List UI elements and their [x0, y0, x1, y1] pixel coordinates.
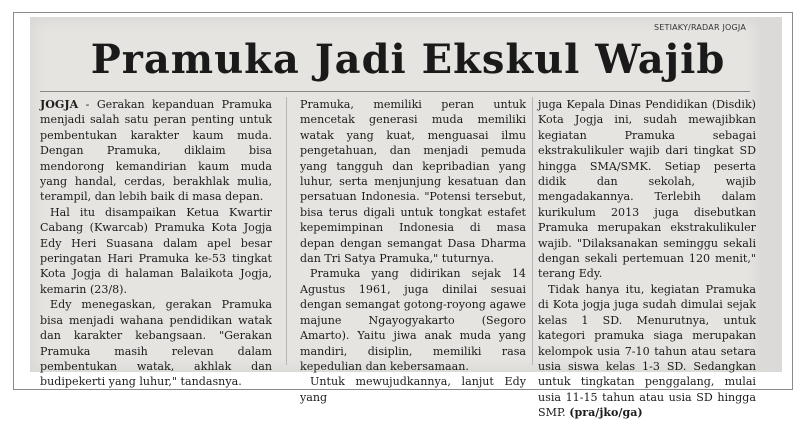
headline: Pramuka Jadi Ekskul Wajib: [90, 36, 726, 83]
photo-credit: SETIAKY/RADAR JOGJA: [653, 23, 746, 32]
author-signature: (pra/jko/ga): [569, 406, 643, 420]
article-column-3: [538, 97, 756, 421]
scan-edge-strip: [760, 17, 782, 372]
article-column-1: [40, 97, 272, 390]
dateline: JOGJA: [40, 98, 79, 111]
paragraph: Pramuka yang didirikan sejak 14 Agustus 1961, juga dinilai sesuai dengan semangat gotong-royong agawe majune Ngayogyakarto (Segoro Amarto). Yaitu jiwa anak muda yang mandiri, disiplin, memiliki rasa kepedulian dan kebersamaan.: [300, 267, 526, 373]
paragraph: Pramuka, memiliki peran untuk mencetak generasi muda memiliki watak yang kuat, menguasai ilmu pengetahuan, dan menjadi pemuda yang tangguh dan kepribadian yang luhur, serta menjunjung kesatuan dan persatuan Indonesia. "Potensi tersebut, bisa terus digali untuk tongkat estafet kepemimpinan Indonesia di masa depan dengan semangat Dasa Dharma dan Tri Satya Pramuka," tuturnya.: [300, 98, 526, 266]
paragraph: Hal itu disampaikan Ketua Kwartir Cabang (Kwarcab) Pramuka Kota Jogja Edy Heri Suasana dalam apel besar peringatan Hari Pramuka ke-53 tingkat Kota Jogja di halaman Balaikota Jogja, kemarin (23/8).: [40, 205, 272, 296]
paragraph: juga Kepala Dinas Pendidikan (Disdik) Kota Jogja ini, sudah mewajibkan kegiatan Pramuka sebagai ekstrakulikuler wajib dari tingkat SD hingga SMA/SMK. Setiap peserta didik dan sekolah, wajib mengadakannya. Terlebih dalam kurikulum 2013 juga disebutkan Pramuka merupakan ekstrakulikuler wajib. "Dilaksanakan seminggu sekali dengan sekali pertemuan 120 menit," terang Edy.: [538, 98, 756, 281]
column-divider: [532, 97, 533, 365]
newspaper-clipping: [30, 17, 760, 420]
headline-rule: [40, 91, 750, 92]
column-divider: [286, 97, 287, 365]
paragraph: - Gerakan kepanduan Pramuka menjadi salah satu peran penting untuk pembentukan karakter kaum muda. Dengan Pramuka, diklaim bisa mendorong kemandirian kaum muda yang handal, cerdas, berakhlak mulia, terampil, dan lebih baik di masa depan.: [40, 98, 272, 204]
paragraph: Tidak hanya itu, kegiatan Pramuka di Kota jogja juga sudah dimulai sejak kelas 1 SD. Menurutnya, untuk kategori pramuka siaga merupakan kelompok usia 7-10 tahun atau setara usia siswa kelas 1-3 SD. Sedangkan untuk tingkatan penggalang, mulai usia 11-15 tahun atau usia SD hingga SMP.: [538, 282, 756, 420]
article-column-2: [300, 97, 526, 405]
paragraph: Untuk mewujudkannya, lanjut Edy yang: [300, 375, 526, 404]
paragraph: Edy menegaskan, gerakan Pramuka bisa menjadi wahana pendidikan watak dan karakter kebangsaan. "Gerakan Pramuka masih relevan dalam pembentukan watak, akhlak dan budipekerti yang luhur," tandasnya.: [40, 298, 272, 389]
